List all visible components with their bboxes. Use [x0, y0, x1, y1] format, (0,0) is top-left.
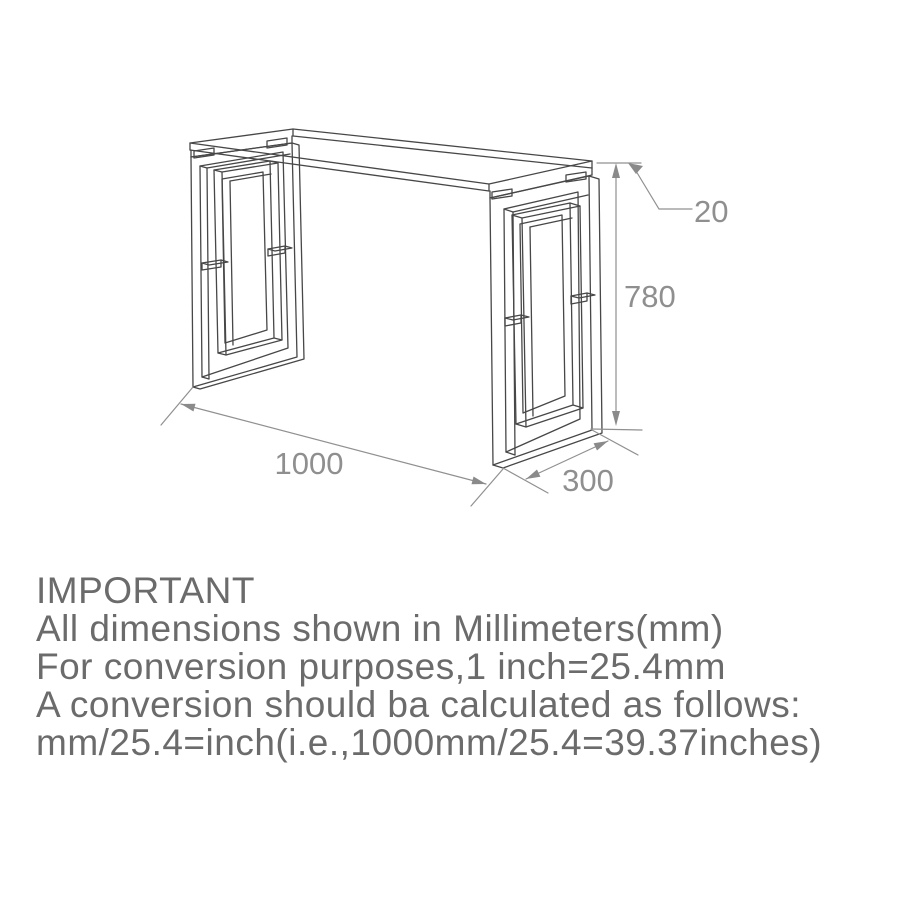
notes-line: All dimensions shown in Millimeters(mm) [36, 608, 724, 649]
dimension-length [161, 387, 503, 506]
dimension-label-length: 1000 [274, 446, 344, 481]
arrowhead-up-left [628, 163, 643, 174]
left-leg [191, 136, 304, 389]
right-leg-back-connector [571, 293, 595, 304]
arrowhead-lower-left [526, 470, 540, 480]
right-leg [490, 168, 602, 468]
dimension-height [591, 163, 676, 430]
arrowhead-lower-right [472, 477, 487, 485]
dimension-label-height: 780 [624, 279, 676, 314]
notes-line: mm/25.4=inch(i.e.,1000mm/25.4=39.37inches) [36, 722, 823, 763]
dimension-label-depth: 300 [562, 463, 614, 498]
notes-title: IMPORTANT [36, 570, 255, 611]
notes-line: A conversion should ba calculated as follows: [36, 684, 801, 725]
notes-line: For conversion purposes,1 inch=25.4mm [36, 646, 726, 687]
arrowhead-upper-right [594, 441, 608, 451]
glass-top [190, 129, 592, 191]
arrowhead-down [612, 411, 620, 426]
arrowhead-up [612, 163, 620, 178]
right-leg-front-connector [505, 315, 529, 326]
arrowhead-upper-left [181, 404, 196, 412]
dimension-depth [503, 430, 638, 498]
notes-block [36, 572, 822, 762]
dimension-label-thickness: 20 [694, 194, 729, 229]
